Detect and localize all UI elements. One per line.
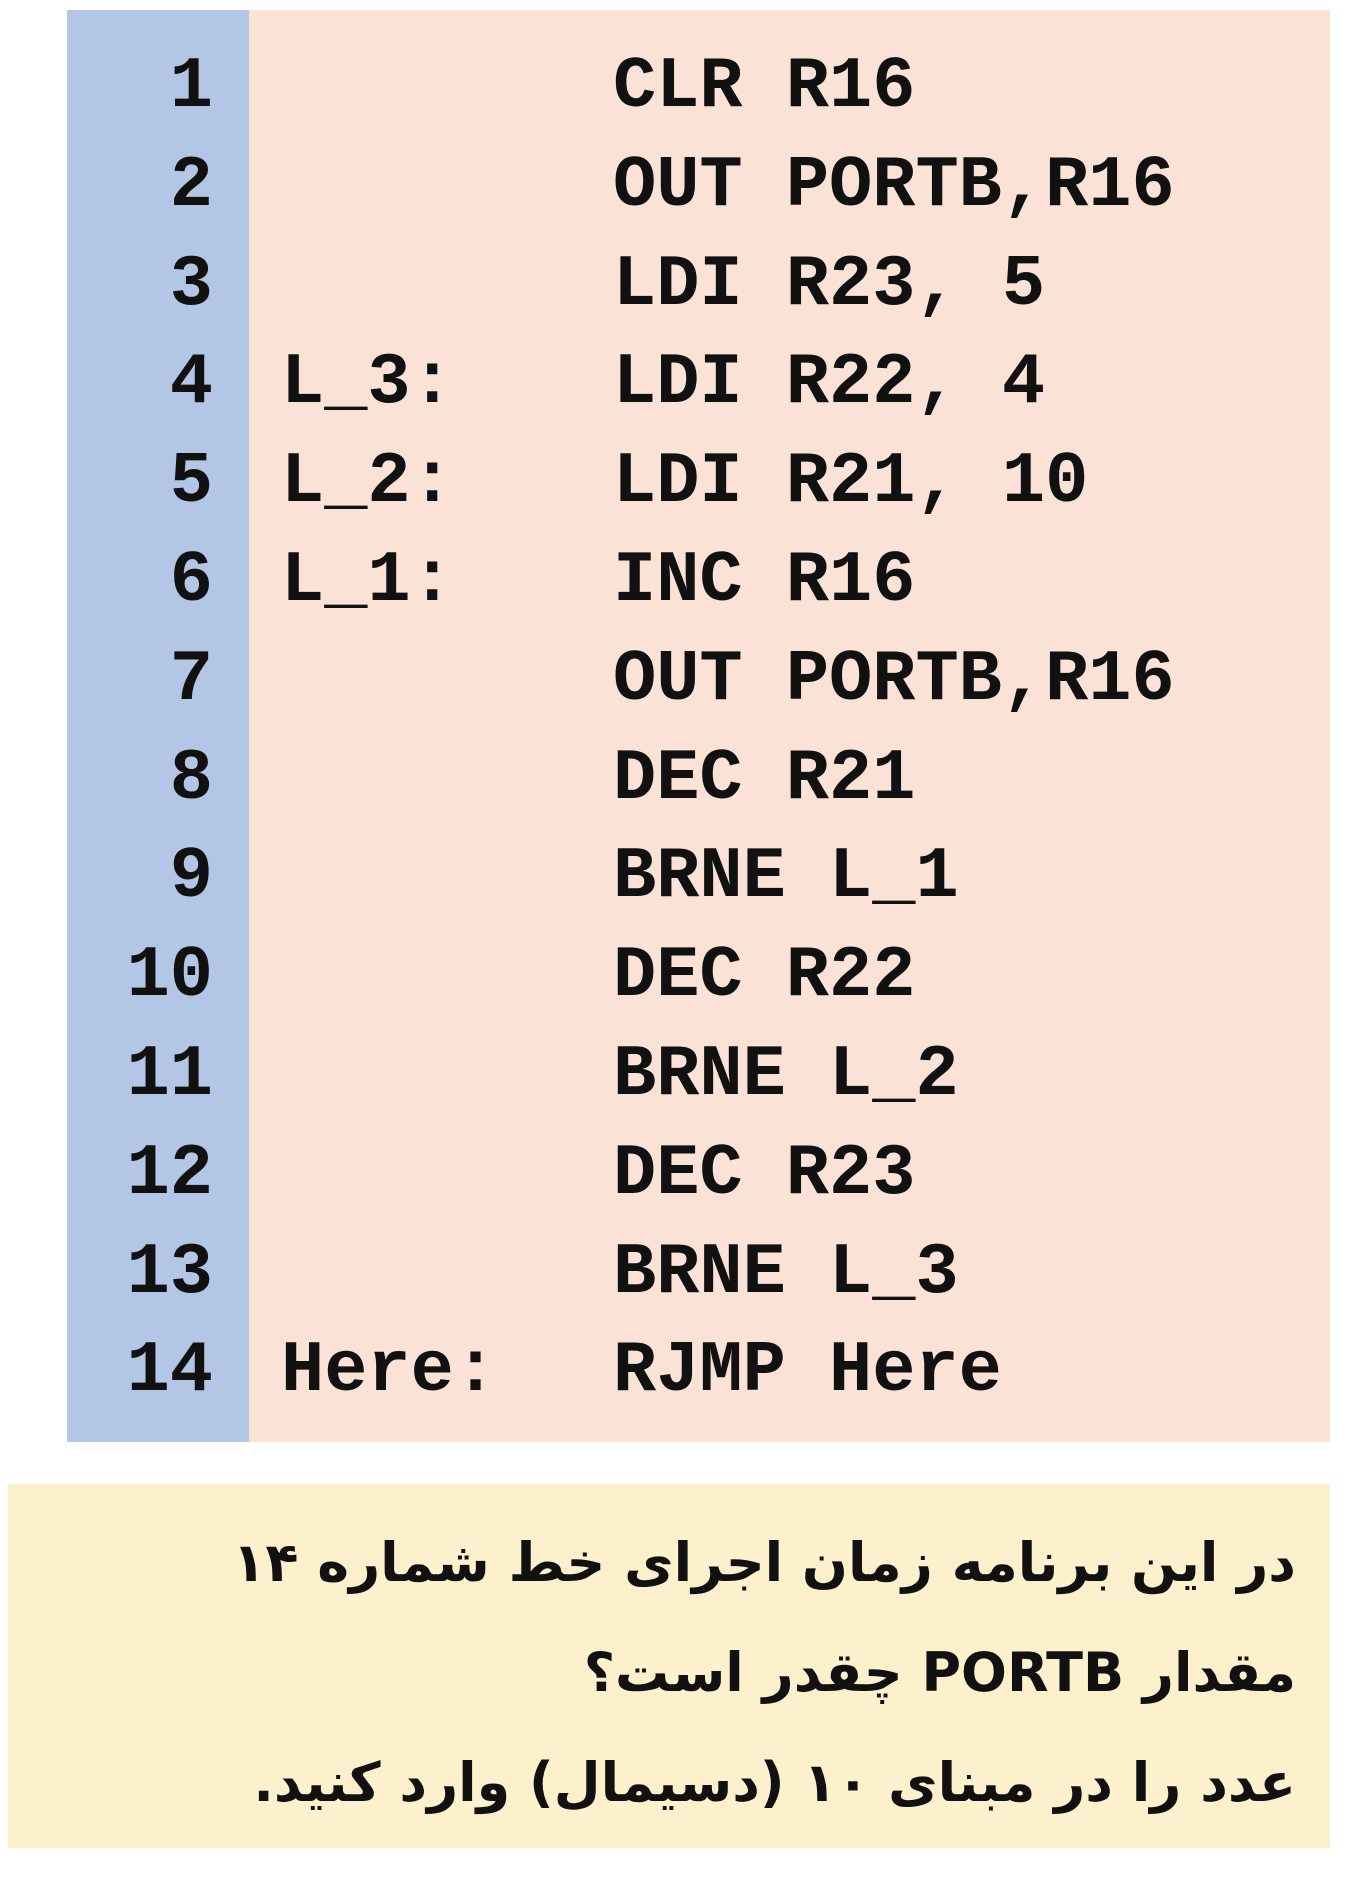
line-label: L_1: <box>281 539 454 622</box>
code-line-12 <box>67 1125 1330 1224</box>
line-instruction: BRNE L_3 <box>613 1231 959 1314</box>
line-instruction: LDI R23, 5 <box>613 243 1046 326</box>
code-line-7 <box>67 631 1330 730</box>
line-instruction: LDI R22, 4 <box>613 342 1046 425</box>
line-instruction: LDI R21, 10 <box>613 441 1089 524</box>
code-listing <box>67 10 1330 1442</box>
line-instruction: OUT PORTB,R16 <box>613 638 1175 721</box>
code-line-10 <box>67 927 1330 1026</box>
question-line-1: در این برنامه زمان اجرای خط شماره ۱۴ <box>232 1531 1296 1594</box>
line-instruction: BRNE L_1 <box>613 836 959 919</box>
code-line-13 <box>67 1224 1330 1323</box>
line-label: Here: <box>281 1330 498 1413</box>
code-line-5 <box>67 433 1330 532</box>
line-instruction: DEC R21 <box>613 737 916 820</box>
line-number: 5 <box>169 441 213 524</box>
code-line-9 <box>67 828 1330 927</box>
line-number: 9 <box>169 836 213 919</box>
line-instruction: DEC R23 <box>613 1132 916 1215</box>
code-lines <box>67 38 1330 1421</box>
code-line-11 <box>67 1026 1330 1125</box>
line-instruction: DEC R22 <box>613 935 916 1018</box>
question-line-2: مقدار PORTB چقدر است؟ <box>583 1641 1296 1704</box>
line-instruction: INC R16 <box>613 539 916 622</box>
line-instruction: RJMP Here <box>613 1330 1002 1413</box>
line-label: L_3: <box>281 342 454 425</box>
question-box <box>8 1484 1330 1848</box>
question-line-3: عدد را در مبنای ۱۰ (دسیمال) وارد کنید. <box>253 1751 1296 1814</box>
code-line-4 <box>67 334 1330 433</box>
line-instruction: BRNE L_2 <box>613 1033 959 1116</box>
line-number: 13 <box>126 1231 213 1314</box>
line-number: 10 <box>126 935 213 1018</box>
line-number: 7 <box>169 638 213 721</box>
line-label: L_2: <box>281 441 454 524</box>
line-instruction: CLR R16 <box>613 46 916 128</box>
code-line-1 <box>67 38 1330 137</box>
line-number: 11 <box>126 1033 213 1116</box>
line-number: 14 <box>126 1330 213 1413</box>
line-number: 3 <box>169 243 213 326</box>
line-number: 1 <box>169 46 213 128</box>
code-line-2 <box>67 137 1330 236</box>
line-number: 6 <box>169 539 213 622</box>
line-number: 4 <box>169 342 213 425</box>
line-number: 2 <box>169 144 213 227</box>
line-number: 12 <box>126 1132 213 1215</box>
line-number: 8 <box>169 737 213 820</box>
code-line-14 <box>67 1322 1330 1421</box>
code-line-3 <box>67 236 1330 335</box>
line-instruction: OUT PORTB,R16 <box>613 144 1175 227</box>
code-line-6 <box>67 532 1330 631</box>
code-line-8 <box>67 730 1330 829</box>
